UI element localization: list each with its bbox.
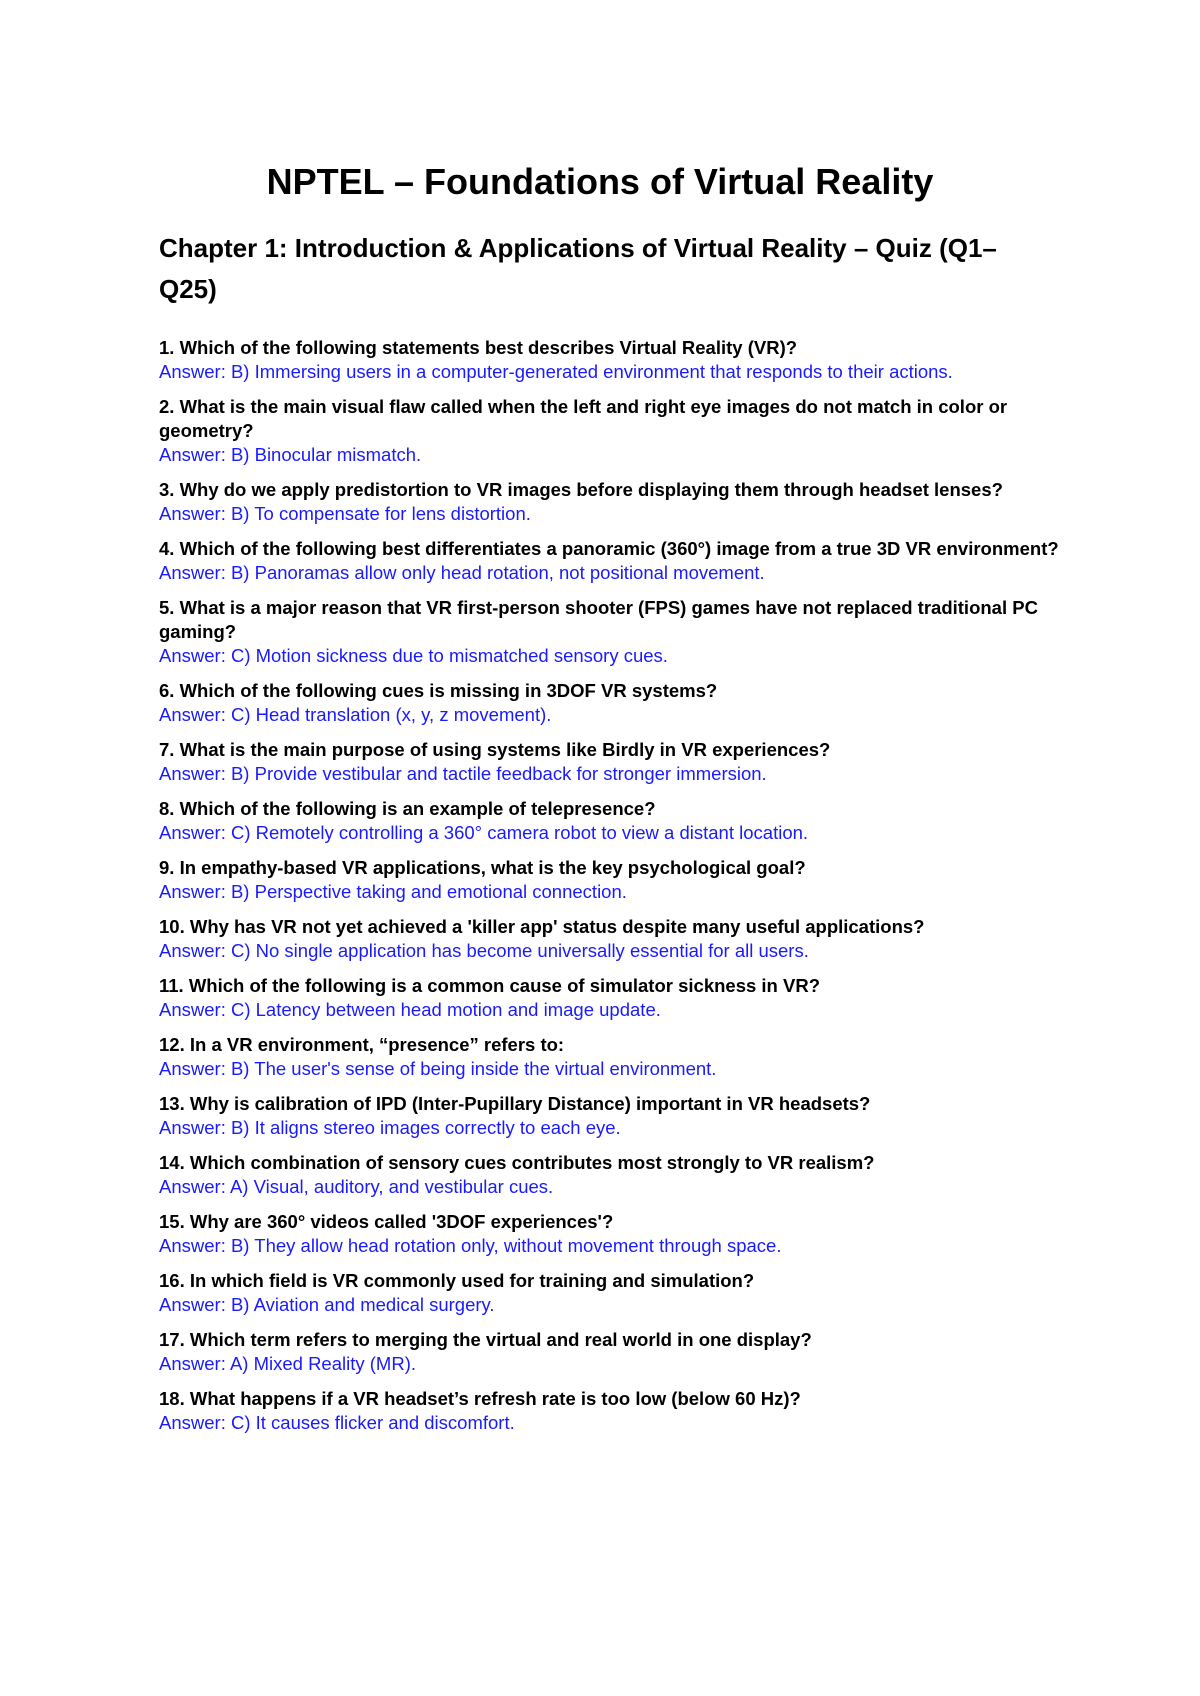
question-item-1: [159, 336, 1059, 384]
chapter-heading: Chapter 1: Introduction & Applications of Virtual Reality – Quiz (Q1–Q25): [159, 233, 997, 304]
question-item-16: [159, 1269, 1059, 1317]
question-text: 17. Which term refers to merging the virtual and real world in one display?: [159, 1329, 812, 1350]
answer-text: Answer: B) Panoramas allow only head rotation, not positional movement.: [159, 562, 765, 583]
question-item-6: [159, 679, 1059, 727]
answer-text: Answer: C) Motion sickness due to mismatched sensory cues.: [159, 645, 668, 666]
answer-text: Answer: B) Aviation and medical surgery.: [159, 1294, 495, 1315]
question-text: 2. What is the main visual flaw called when the left and right eye images do not match in color or geometry?: [159, 396, 1008, 441]
answer-text: Answer: A) Mixed Reality (MR).: [159, 1353, 416, 1374]
question-item-2: [159, 395, 1059, 467]
answer-text: Answer: C) No single application has become universally essential for all users.: [159, 940, 809, 961]
question-list: [159, 336, 1059, 1446]
answer-text: Answer: B) They allow head rotation only, without movement through space.: [159, 1235, 782, 1256]
answer-text: Answer: B) Binocular mismatch.: [159, 444, 422, 465]
question-text: 8. Which of the following is an example of telepresence?: [159, 798, 656, 819]
question-item-3: [159, 478, 1059, 526]
question-item-11: [159, 974, 1059, 1022]
answer-text: Answer: B) To compensate for lens distortion.: [159, 503, 531, 524]
question-text: 12. In a VR environment, “presence” refers to:: [159, 1034, 565, 1055]
question-text: 5. What is a major reason that VR first-person shooter (FPS) games have not replaced traditional PC gaming?: [159, 597, 1038, 642]
answer-text: Answer: B) Perspective taking and emotional connection.: [159, 881, 627, 902]
question-item-7: [159, 738, 1059, 786]
answer-text: Answer: B) Provide vestibular and tactile feedback for stronger immersion.: [159, 763, 767, 784]
answer-text: Answer: C) It causes flicker and discomfort.: [159, 1412, 515, 1433]
answer-text: Answer: B) Immersing users in a computer-generated environment that responds to their actions.: [159, 361, 953, 382]
answer-text: Answer: A) Visual, auditory, and vestibular cues.: [159, 1176, 554, 1197]
question-text: 15. Why are 360° videos called '3DOF experiences'?: [159, 1211, 614, 1232]
question-text: 1. Which of the following statements best describes Virtual Reality (VR)?: [159, 337, 798, 358]
question-text: 14. Which combination of sensory cues contributes most strongly to VR realism?: [159, 1152, 875, 1173]
question-text: 11. Which of the following is a common cause of simulator sickness in VR?: [159, 975, 820, 996]
question-item-10: [159, 915, 1059, 963]
question-text: 18. What happens if a VR headset’s refresh rate is too low (below 60 Hz)?: [159, 1388, 801, 1409]
question-text: 4. Which of the following best differentiates a panoramic (360°) image from a true 3D VR environment?: [159, 538, 1059, 559]
question-text: 10. Why has VR not yet achieved a 'killer app' status despite many useful applications?: [159, 916, 925, 937]
question-item-9: [159, 856, 1059, 904]
question-item-12: [159, 1033, 1059, 1081]
question-item-14: [159, 1151, 1059, 1199]
question-text: 3. Why do we apply predistortion to VR images before displaying them through headset lenses?: [159, 479, 1003, 500]
question-item-5: [159, 596, 1059, 668]
question-item-17: [159, 1328, 1059, 1376]
question-item-15: [159, 1210, 1059, 1258]
question-text: 16. In which field is VR commonly used for training and simulation?: [159, 1270, 755, 1291]
answer-text: Answer: C) Latency between head motion and image update.: [159, 999, 661, 1020]
question-text: 6. Which of the following cues is missing in 3DOF VR systems?: [159, 680, 718, 701]
answer-text: Answer: C) Remotely controlling a 360° camera robot to view a distant location.: [159, 822, 809, 843]
question-item-13: [159, 1092, 1059, 1140]
answer-text: Answer: B) It aligns stereo images correctly to each eye.: [159, 1117, 621, 1138]
answer-text: Answer: C) Head translation (x, y, z movement).: [159, 704, 552, 725]
document-title: NPTEL – Foundations of Virtual Reality: [266, 161, 934, 202]
question-text: 13. Why is calibration of IPD (Inter-Pupillary Distance) important in VR headsets?: [159, 1093, 871, 1114]
question-item-8: [159, 797, 1059, 845]
question-item-18: [159, 1387, 1059, 1435]
question-text: 7. What is the main purpose of using systems like Birdly in VR experiences?: [159, 739, 831, 760]
question-text: 9. In empathy-based VR applications, what is the key psychological goal?: [159, 857, 806, 878]
question-item-4: [159, 537, 1059, 585]
answer-text: Answer: B) The user's sense of being inside the virtual environment.: [159, 1058, 717, 1079]
